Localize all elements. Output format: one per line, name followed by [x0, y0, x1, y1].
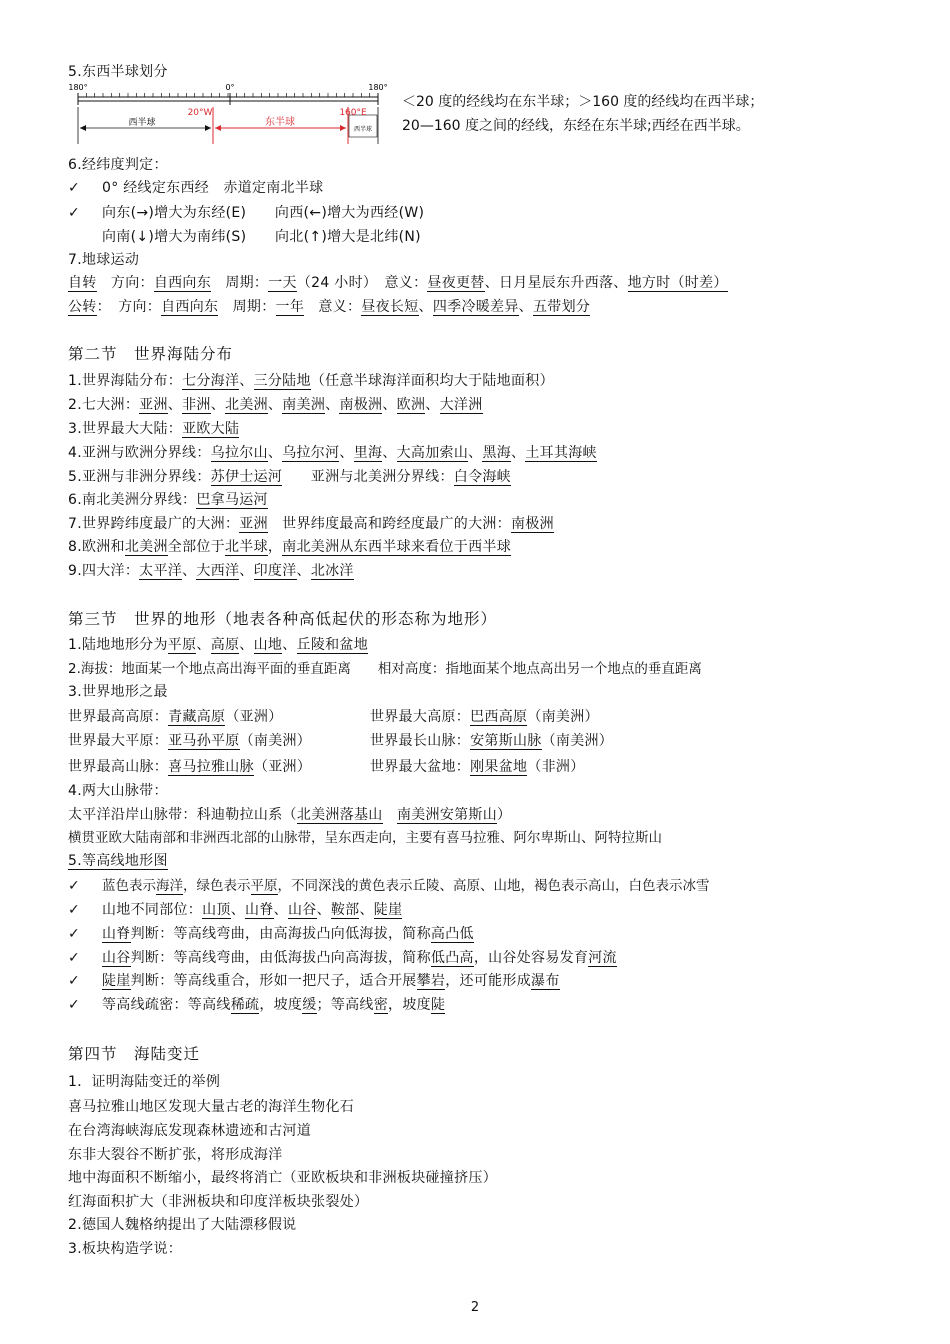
label-180-left: 180° — [68, 83, 88, 92]
s7-rotation: 自转 方向：自西向东 周期：一天（24 小时） 意义：昼夜更替、日月星辰东升西落、地方时（时差） — [68, 275, 728, 291]
check-icon: ✓ — [68, 180, 81, 196]
most-largest-basin: 世界最大盆地：刚果盆地（非洲） — [370, 759, 585, 775]
sec2-line-4: 4.亚洲与欧洲分界线：乌拉尔山、乌拉尔河、里海、大高加索山、黑海、土耳其海峡 — [68, 445, 597, 461]
s5-heading: 5.东西半球划分 — [68, 64, 168, 80]
sec3-heading: 第三节 世界的地形（地表各种高低起伏的形态称为地形） — [68, 610, 498, 628]
contour-parts: ✓ 山地不同部位：山顶、山脊、山谷、鞍部、陡崖 — [68, 902, 403, 918]
s6-heading: 6.经纬度判定： — [68, 157, 168, 173]
sec2-line-6: 6.南北美洲分界线：巴拿马运河 — [68, 492, 268, 508]
check-icon: ✓ — [68, 205, 81, 221]
sec4-example-5: 红海面积扩大（非洲板块和印度洋板块张裂处） — [68, 1194, 369, 1210]
check-icon: ✓ — [68, 902, 81, 918]
check-icon: ✓ — [68, 926, 81, 942]
sec2-line-3: 3.世界最大大陆：亚欧大陆 — [68, 421, 240, 437]
s6-line-1: ✓ 0° 经线定东西经 赤道定南北半球 — [68, 180, 324, 196]
sec3-line-3: 3.世界地形之最 — [68, 684, 168, 700]
label-20w: 20°W — [187, 108, 213, 118]
sec4-example-1: 喜马拉雅山地区发现大量古老的海洋生物化石 — [68, 1099, 354, 1115]
sec4-example-2: 在台湾海峡海底发现森林遗迹和古河道 — [68, 1123, 312, 1139]
most-highest-range: 世界最高山脉：喜马拉雅山脉（亚洲） — [68, 759, 312, 775]
pacific-belt: 太平洋沿岸山脉带：科迪勒拉山系（北美洲落基山 南美洲安第斯山） — [68, 807, 512, 823]
check-icon: ✓ — [68, 997, 81, 1013]
page-number: 2 — [470, 1300, 480, 1315]
check-icon: ✓ — [68, 950, 81, 966]
s6-line-3: 向南(↓)增大为南纬(S) 向北(↑)增大是北纬(N) — [102, 229, 421, 245]
sec3-line-4: 4.两大山脉带： — [68, 783, 168, 799]
label-east-hemisphere: 东半球 — [265, 117, 295, 128]
label-180-right: 180° — [368, 83, 388, 92]
eurasian-belt: 横贯亚欧大陆南部和非洲西北部的山脉带，呈东西走向，主要有喜马拉雅、阿尔卑斯山、阿特拉斯山 — [68, 830, 662, 846]
label-0: 0° — [225, 83, 235, 92]
label-west-hemisphere: 西半球 — [128, 118, 156, 128]
s5-rule-2: 20—160 度之间的经线，东经在东半球;西经在西半球。 — [402, 118, 750, 134]
label-west-hemisphere-right: 西半球 — [353, 126, 373, 133]
most-highest-plateau: 世界最高高原：青藏高原（亚洲） — [68, 709, 283, 725]
contour-cliff: ✓ 陡崖判断：等高线重合，形如一把尺子，适合开展攀岩，还可能形成瀑布 — [68, 973, 560, 989]
s7-heading: 7.地球运动 — [68, 252, 140, 268]
sec4-example-3: 东非大裂谷不断扩张，将形成海洋 — [68, 1147, 283, 1163]
sec2-heading: 第二节 世界海陆分布 — [68, 345, 234, 363]
sec4-line-1: 1．证明海陆变迁的举例 — [68, 1074, 221, 1090]
sec3-line-2: 2.海拔：地面某一个地点高出海平面的垂直距离 相对高度：指地面某个地点高出另一个地点的垂直距离 — [68, 661, 702, 677]
hemisphere-diagram — [60, 80, 390, 150]
contour-valley: ✓ 山谷判断：等高线弯曲，由低海拔凸向高海拔，简称低凸高，山谷处容易发育河流 — [68, 950, 617, 966]
sec2-line-8: 8.欧洲和北美洲全部位于北半球，南北美洲从东西半球来看位于西半球 — [68, 539, 511, 555]
sec2-line-9: 9.四大洋：太平洋、大西洋、印度洋、北冰洋 — [68, 563, 354, 579]
sec4-example-4: 地中海面积不断缩小，最终将消亡（亚欧板块和非洲板块碰撞挤压） — [68, 1170, 497, 1186]
sec2-line-1: 1.世界海陆分布：七分海洋、三分陆地（任意半球海洋面积均大于陆地面积） — [68, 373, 554, 389]
s6-line-2: ✓ 向东(→)增大为东经(E) 向西(←)增大为西经(W) — [68, 205, 425, 221]
most-largest-plain: 世界最大平原：亚马孙平原（南美洲） — [68, 733, 312, 749]
sec4-line-3: 3.板块构造学说： — [68, 1241, 183, 1257]
check-icon: ✓ — [68, 878, 80, 894]
most-largest-plateau: 世界最大高原：巴西高原（南美洲） — [370, 709, 599, 725]
sec4-heading: 第四节 海陆变迁 — [68, 1045, 201, 1063]
sec2-line-5: 5.亚洲与非洲分界线：苏伊士运河 亚洲与北美洲分界线：白令海峡 — [68, 469, 511, 485]
sec2-line-2: 2.七大洲：亚洲、非洲、北美洲、南美洲、南极洲、欧洲、大洋洲 — [68, 397, 483, 413]
label-160e: 160°E — [339, 108, 367, 118]
s7-revolution: 公转： 方向：自西向东 周期：一年 意义：昼夜长短、四季冷暖差异、五带划分 — [68, 299, 591, 315]
sec3-line-5: 5.等高线地形图 — [68, 853, 168, 869]
s5-rule-1: ＜20 度的经线均在东半球；＞160 度的经线均在西半球； — [402, 94, 764, 110]
sec4-line-2: 2.德国人魏格纳提出了大陆漂移假说 — [68, 1217, 297, 1233]
most-longest-range: 世界最长山脉：安第斯山脉（南美洲） — [370, 733, 614, 749]
contour-ridge: ✓ 山脊判断：等高线弯曲，由高海拔凸向低海拔，简称高凸低 — [68, 926, 474, 942]
sec3-line-1: 1.陆地地形分为平原、高原、山地、丘陵和盆地 — [68, 637, 369, 653]
check-icon: ✓ — [68, 973, 81, 989]
contour-colors: ✓ 蓝色表示海洋，绿色表示平原，不同深浅的黄色表示丘陵、高原、山地，褐色表示高山，白色表示冰雪 — [68, 878, 710, 894]
contour-density: ✓ 等高线疏密：等高线稀疏，坡度缓；等高线密，坡度陡 — [68, 997, 446, 1013]
sec2-line-7: 7.世界跨纬度最广的大洲：亚洲 世界纬度最高和跨经度最广的大洲：南极洲 — [68, 516, 554, 532]
